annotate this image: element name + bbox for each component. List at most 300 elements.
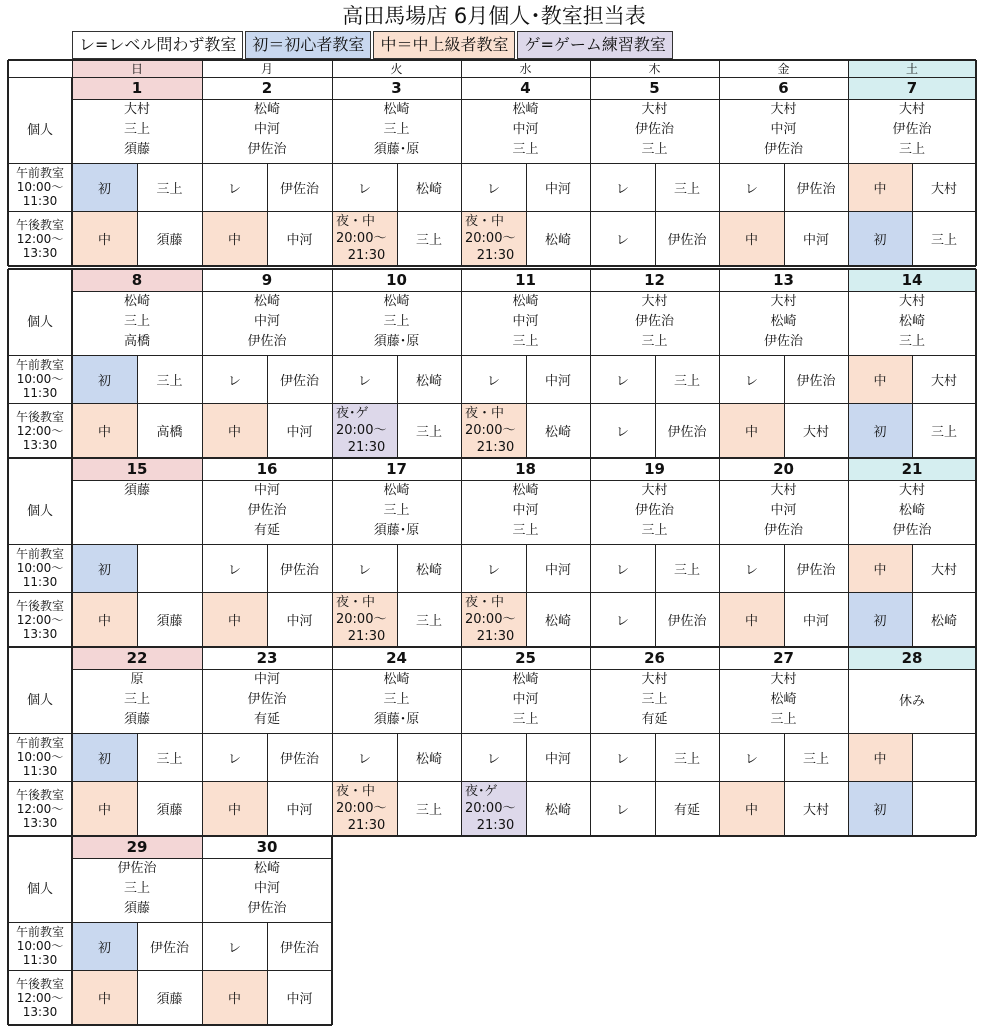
individual-staff-cell: [332, 99, 461, 163]
pm-class-type: 中: [202, 970, 267, 1025]
grid-line: [784, 355, 785, 458]
staff-name: 松崎: [512, 294, 539, 309]
grid-line: [137, 163, 138, 266]
am-class-type: レ: [744, 562, 758, 578]
staff-name: 三上: [123, 692, 150, 707]
pm-class-type: 中: [719, 592, 784, 647]
pm-night-class: [332, 403, 397, 458]
am-teacher: 松崎: [415, 751, 442, 767]
pm-teacher: 松崎: [930, 614, 957, 629]
grid-line: [912, 733, 913, 836]
individual-staff-cell: [72, 669, 202, 733]
grid-line: [590, 77, 591, 266]
pm-teacher: 中河: [286, 992, 313, 1007]
date-cell: 8: [72, 269, 202, 291]
am-class-type: レ: [357, 181, 371, 197]
row-label-line: 午前教室: [15, 358, 64, 372]
pm-class-type: 中: [719, 781, 784, 836]
grid-line: [655, 163, 656, 266]
pm-night-time: 21:30: [347, 818, 386, 833]
am-class-type: 初: [72, 733, 137, 781]
pm-teacher: 松崎: [544, 803, 571, 818]
staff-name: 三上: [641, 692, 668, 707]
date-cell: 20: [773, 460, 794, 478]
staff-name: 須藤: [123, 483, 150, 498]
grid-line: [8, 265, 976, 267]
date-cell: 27: [773, 649, 794, 667]
row-label-line: 午前教室: [15, 736, 64, 750]
row-label-line: 10:00～: [16, 372, 64, 386]
staff-name: 松崎: [898, 503, 925, 518]
staff-name: 三上: [770, 712, 797, 727]
am-class-type: レ: [227, 373, 241, 389]
date-cell: 3: [391, 79, 402, 97]
date-cell: 16: [256, 460, 278, 478]
grid-line: [461, 458, 462, 647]
am-teacher: 伊佐治: [279, 751, 319, 767]
pm-night-time: 20:00～: [465, 801, 516, 816]
am-teacher: 伊佐治: [796, 562, 836, 578]
grid-line: [7, 60, 9, 77]
grid-line: [719, 60, 720, 77]
am-class-type: レ: [227, 751, 241, 767]
grid-line: [8, 970, 332, 971]
pm-teacher: 松崎: [544, 233, 571, 248]
date-cell: 19: [644, 460, 665, 478]
grid-line: [719, 77, 720, 266]
pm-teacher: 伊佐治: [667, 425, 707, 440]
staff-name: 松崎: [770, 314, 797, 329]
row-label-line: 午後教室: [15, 787, 64, 802]
grid-line: [461, 269, 462, 458]
grid-line: [8, 835, 332, 837]
grid-line: [7, 836, 9, 1025]
grid-line: [7, 77, 9, 266]
pm-teacher: 中河: [286, 425, 313, 440]
staff-name: 伊佐治: [634, 122, 674, 137]
pm-night-class: [461, 592, 526, 647]
am-teacher: 三上: [673, 373, 700, 389]
pm-class-type: 中: [72, 211, 137, 266]
staff-name: 大村: [770, 672, 797, 687]
pm-night-time: 20:00～: [465, 612, 516, 627]
staff-name: 大村: [898, 102, 925, 117]
am-teacher: 伊佐治: [279, 373, 319, 389]
staff-name: 大村: [898, 483, 925, 498]
individual-staff-cell: [461, 480, 590, 544]
grid-line: [8, 544, 976, 545]
am-class-type: レ: [357, 373, 371, 389]
individual-staff-cell: [461, 99, 590, 163]
staff-name: 中河: [512, 122, 539, 137]
pm-teacher: 須藤: [156, 233, 183, 248]
am-teacher: 中河: [544, 181, 571, 197]
am-class-type: レ: [615, 562, 629, 578]
grid-line: [202, 77, 203, 266]
pm-class-type: 中: [719, 403, 784, 458]
individual-staff-cell: [719, 480, 848, 544]
am-teacher: 松崎: [415, 181, 442, 197]
date-cell: 9: [261, 271, 273, 289]
grid-line: [72, 669, 976, 670]
row-label-line: 午前教室: [15, 547, 64, 561]
row-label-line: 11:30: [22, 953, 58, 967]
am-class-type: 中: [848, 355, 912, 403]
pm-class-type: レ: [615, 803, 629, 818]
am-teacher: 中河: [544, 751, 571, 767]
am-teacher: 三上: [156, 751, 183, 767]
grid-line: [202, 60, 203, 77]
individual-staff-cell: [72, 99, 202, 163]
am-class-type: レ: [486, 751, 500, 767]
grid-line: [590, 60, 591, 77]
row-label-line: 11:30: [22, 194, 58, 208]
pm-night-class: [332, 211, 397, 266]
grid-line: [331, 836, 333, 1025]
staff-name: 有延: [253, 523, 280, 538]
pm-class-type: 初: [848, 781, 912, 836]
row-label-line: 午後教室: [15, 409, 64, 424]
row-label-line: 11:30: [22, 764, 58, 778]
row-label-line: 13:30: [22, 1004, 58, 1019]
individual-staff-cell: [848, 669, 976, 733]
staff-name: 松崎: [253, 102, 280, 117]
pm-class-type: 中: [72, 970, 137, 1025]
pm-night-time: 21:30: [347, 629, 386, 644]
row-label-line: 10:00～: [16, 561, 64, 575]
staff-name: 須藤･原: [373, 142, 420, 157]
staff-name: 須藤･原: [373, 712, 420, 727]
pm-class-type: 夜・中: [336, 784, 376, 799]
staff-name: 伊佐治: [247, 503, 287, 518]
grid-line: [719, 269, 720, 458]
weekday-header: 月: [260, 62, 273, 76]
staff-name: 伊佐治: [763, 334, 803, 349]
individual-staff-cell: [848, 291, 976, 355]
grid-line: [8, 457, 976, 459]
staff-name: 大村: [770, 102, 797, 117]
pm-night-class: [332, 781, 397, 836]
row-label-line: 10:00～: [16, 750, 64, 764]
staff-name: 有延: [641, 712, 668, 727]
pm-teacher: 伊佐治: [667, 233, 707, 248]
grid-line: [332, 60, 333, 77]
pm-teacher: 三上: [415, 233, 442, 248]
am-class-type: 初: [72, 355, 137, 403]
pm-night-class: [332, 592, 397, 647]
staff-name: 伊佐治: [247, 692, 287, 707]
pm-class-type: 中: [202, 592, 267, 647]
row-label-pm: [8, 781, 72, 836]
staff-name: 休み: [898, 693, 925, 709]
pm-class-type: 中: [72, 592, 137, 647]
grid-line: [72, 99, 976, 100]
staff-name: 三上: [512, 142, 539, 157]
date-cell: 23: [256, 649, 278, 667]
date-cell: 18: [515, 460, 536, 478]
grid-line: [202, 836, 203, 1025]
grid-line: [848, 269, 849, 458]
pm-teacher: 中河: [802, 614, 829, 629]
row-label-line: 12:00～: [16, 801, 64, 816]
pm-class-type: 夜･ゲ: [465, 784, 498, 799]
pm-teacher: 三上: [415, 614, 442, 629]
staff-name: 須藤: [123, 142, 150, 157]
grid-line: [590, 647, 591, 836]
row-label-line: 13:30: [22, 245, 58, 260]
individual-staff-cell: [202, 669, 332, 733]
staff-name: 三上: [898, 334, 925, 349]
staff-name: 伊佐治: [763, 523, 803, 538]
grid-line: [848, 60, 849, 77]
pm-class-type: 中: [202, 211, 267, 266]
row-label-line: 午後教室: [15, 598, 64, 613]
staff-name: 高橋: [123, 334, 150, 349]
row-label-am: [8, 355, 72, 403]
staff-name: 須藤･原: [373, 523, 420, 538]
grid-line: [590, 458, 591, 647]
pm-class-type: 初: [848, 592, 912, 647]
legend-item: 初＝初心者教室: [245, 31, 371, 59]
staff-name: 三上: [641, 523, 668, 538]
staff-name: 三上: [383, 503, 410, 518]
pm-night-time: 20:00～: [336, 423, 387, 438]
date-cell: 4: [520, 79, 531, 97]
row-label-line: 12:00～: [16, 612, 64, 627]
individual-staff-cell: [332, 291, 461, 355]
am-class-type: レ: [486, 181, 500, 197]
grid-line: [7, 269, 9, 458]
date-cell: 7: [848, 77, 976, 99]
grid-line: [975, 269, 977, 458]
staff-name: 原: [130, 672, 144, 687]
row-label-individual: 個人: [26, 315, 53, 330]
row-label-line: 12:00～: [16, 990, 64, 1005]
row-label-line: 12:00～: [16, 423, 64, 438]
grid-line: [526, 355, 527, 458]
am-class-type: レ: [227, 181, 241, 197]
pm-teacher: 三上: [930, 233, 957, 248]
grid-line: [71, 77, 73, 266]
row-label-individual: 個人: [26, 123, 53, 138]
row-label-pm: [8, 592, 72, 647]
staff-name: 大村: [641, 102, 668, 117]
legend-item: ゲ=ゲーム練習教室: [517, 31, 672, 59]
am-class-type: レ: [227, 940, 241, 956]
staff-name: 三上: [123, 122, 150, 137]
staff-name: 伊佐治: [117, 861, 157, 876]
grid-line: [8, 77, 976, 78]
am-class-type: レ: [744, 373, 758, 389]
date-cell: 12: [644, 271, 665, 289]
grid-line: [72, 480, 976, 481]
pm-teacher: 三上: [930, 425, 957, 440]
grid-line: [975, 77, 977, 266]
pm-night-class: [461, 781, 526, 836]
grid-line: [912, 544, 913, 647]
grid-line: [397, 355, 398, 458]
am-teacher: [912, 733, 976, 781]
am-class-type: 中: [848, 733, 912, 781]
staff-name: 伊佐治: [763, 142, 803, 157]
am-class-type: レ: [615, 373, 629, 389]
pm-teacher: 大村: [802, 425, 829, 440]
staff-name: 伊佐治: [247, 901, 287, 916]
am-teacher: 伊佐治: [796, 373, 836, 389]
weekday-header: 木: [648, 62, 661, 76]
pm-teacher: 中河: [286, 233, 313, 248]
grid-line: [137, 733, 138, 836]
page-title: 高田馬場店 6月個人･教室担当表: [342, 4, 646, 28]
staff-name: 松崎: [253, 294, 280, 309]
pm-teacher: 松崎: [544, 614, 571, 629]
grid-line: [71, 836, 73, 1025]
grid-line: [7, 458, 9, 647]
grid-line: [137, 355, 138, 458]
pm-night-class: [461, 403, 526, 458]
row-label-line: 11:30: [22, 575, 58, 589]
staff-name: 中河: [253, 122, 280, 137]
individual-staff-cell: [848, 99, 976, 163]
date-cell: 25: [515, 649, 536, 667]
grid-line: [71, 269, 73, 458]
individual-staff-cell: [848, 480, 976, 544]
grid-line: [526, 733, 527, 836]
individual-staff-cell: [461, 669, 590, 733]
grid-line: [397, 733, 398, 836]
staff-name: 須藤: [123, 901, 150, 916]
staff-name: 伊佐治: [634, 503, 674, 518]
row-label-line: 12:00～: [16, 231, 64, 246]
grid-line: [8, 733, 976, 734]
row-label-line: 10:00～: [16, 939, 64, 953]
grid-line: [267, 355, 268, 458]
individual-staff-cell: [202, 291, 332, 355]
individual-staff-cell: [590, 669, 719, 733]
grid-line: [655, 544, 656, 647]
pm-teacher: 中河: [286, 803, 313, 818]
grid-line: [8, 59, 976, 61]
am-class-type: レ: [615, 751, 629, 767]
row-label-line: 13:30: [22, 437, 58, 452]
grid-line: [8, 403, 976, 404]
pm-teacher: 三上: [415, 425, 442, 440]
date-cell: 11: [515, 271, 536, 289]
grid-line: [461, 77, 462, 266]
staff-name: 伊佐治: [634, 314, 674, 329]
grid-line: [8, 268, 976, 270]
pm-teacher: 中河: [802, 233, 829, 248]
am-teacher: 大村: [930, 562, 957, 578]
grid-line: [267, 544, 268, 647]
pm-teacher: [912, 781, 976, 836]
am-teacher: 松崎: [415, 373, 442, 389]
date-cell: 30: [256, 838, 278, 856]
date-cell: 26: [644, 649, 665, 667]
grid-line: [719, 458, 720, 647]
staff-name: 大村: [123, 102, 150, 117]
staff-name: 大村: [770, 483, 797, 498]
pm-night-time: 21:30: [476, 248, 515, 263]
weekday-header: 土: [848, 60, 976, 77]
staff-name: 中河: [253, 483, 280, 498]
grid-line: [526, 163, 527, 266]
individual-staff-cell: [719, 669, 848, 733]
am-class-type: レ: [744, 181, 758, 197]
am-class-type: 初: [72, 163, 137, 211]
am-teacher: 三上: [156, 181, 183, 197]
individual-staff-cell: [719, 291, 848, 355]
pm-class-type: 夜・中: [336, 214, 376, 229]
individual-staff-cell: [590, 99, 719, 163]
pm-class-type: 中: [72, 403, 137, 458]
staff-name: 三上: [383, 314, 410, 329]
am-class-type: レ: [357, 562, 371, 578]
individual-staff-cell: [202, 480, 332, 544]
pm-night-time: 21:30: [476, 440, 515, 455]
row-label-line: 10:00～: [16, 180, 64, 194]
grid-line: [332, 647, 333, 836]
staff-name: 伊佐治: [247, 142, 287, 157]
individual-staff-cell: [590, 480, 719, 544]
staff-name: 有延: [253, 712, 280, 727]
staff-name: 三上: [512, 712, 539, 727]
pm-night-class: [461, 211, 526, 266]
am-teacher: 松崎: [415, 562, 442, 578]
staff-name: 松崎: [123, 294, 150, 309]
staff-name: 須藤: [123, 712, 150, 727]
staff-name: 三上: [641, 334, 668, 349]
am-teacher: 伊佐治: [279, 562, 319, 578]
am-teacher: 伊佐治: [279, 181, 319, 197]
date-cell: 15: [72, 458, 202, 480]
date-cell: 24: [386, 649, 407, 667]
grid-line: [526, 544, 527, 647]
grid-line: [72, 291, 976, 292]
date-cell: 5: [649, 79, 660, 97]
grid-line: [8, 646, 976, 648]
staff-name: 中河: [253, 672, 280, 687]
staff-name: 松崎: [383, 483, 410, 498]
am-teacher: [137, 544, 202, 592]
grid-line: [8, 211, 976, 212]
grid-line: [719, 647, 720, 836]
row-label-line: 午後教室: [15, 976, 64, 991]
pm-class-type: 夜・中: [465, 595, 505, 610]
staff-name: 中河: [512, 314, 539, 329]
staff-name: 須藤･原: [373, 334, 420, 349]
am-class-type: レ: [357, 751, 371, 767]
row-label-pm: [8, 970, 72, 1025]
row-label-individual: 個人: [26, 504, 53, 519]
grid-line: [975, 458, 977, 647]
am-class-type: 中: [848, 163, 912, 211]
staff-name: 中河: [253, 314, 280, 329]
staff-name: 松崎: [253, 861, 280, 876]
grid-line: [461, 647, 462, 836]
am-class-type: 中: [848, 544, 912, 592]
am-class-type: レ: [486, 373, 500, 389]
pm-night-time: 21:30: [476, 818, 515, 833]
date-cell: 28: [848, 647, 976, 669]
pm-class-type: 夜・中: [465, 214, 505, 229]
row-label-line: 13:30: [22, 626, 58, 641]
grid-line: [202, 458, 203, 647]
grid-line: [267, 163, 268, 266]
am-teacher: 三上: [673, 562, 700, 578]
staff-name: 三上: [641, 142, 668, 157]
staff-name: 伊佐治: [892, 122, 932, 137]
